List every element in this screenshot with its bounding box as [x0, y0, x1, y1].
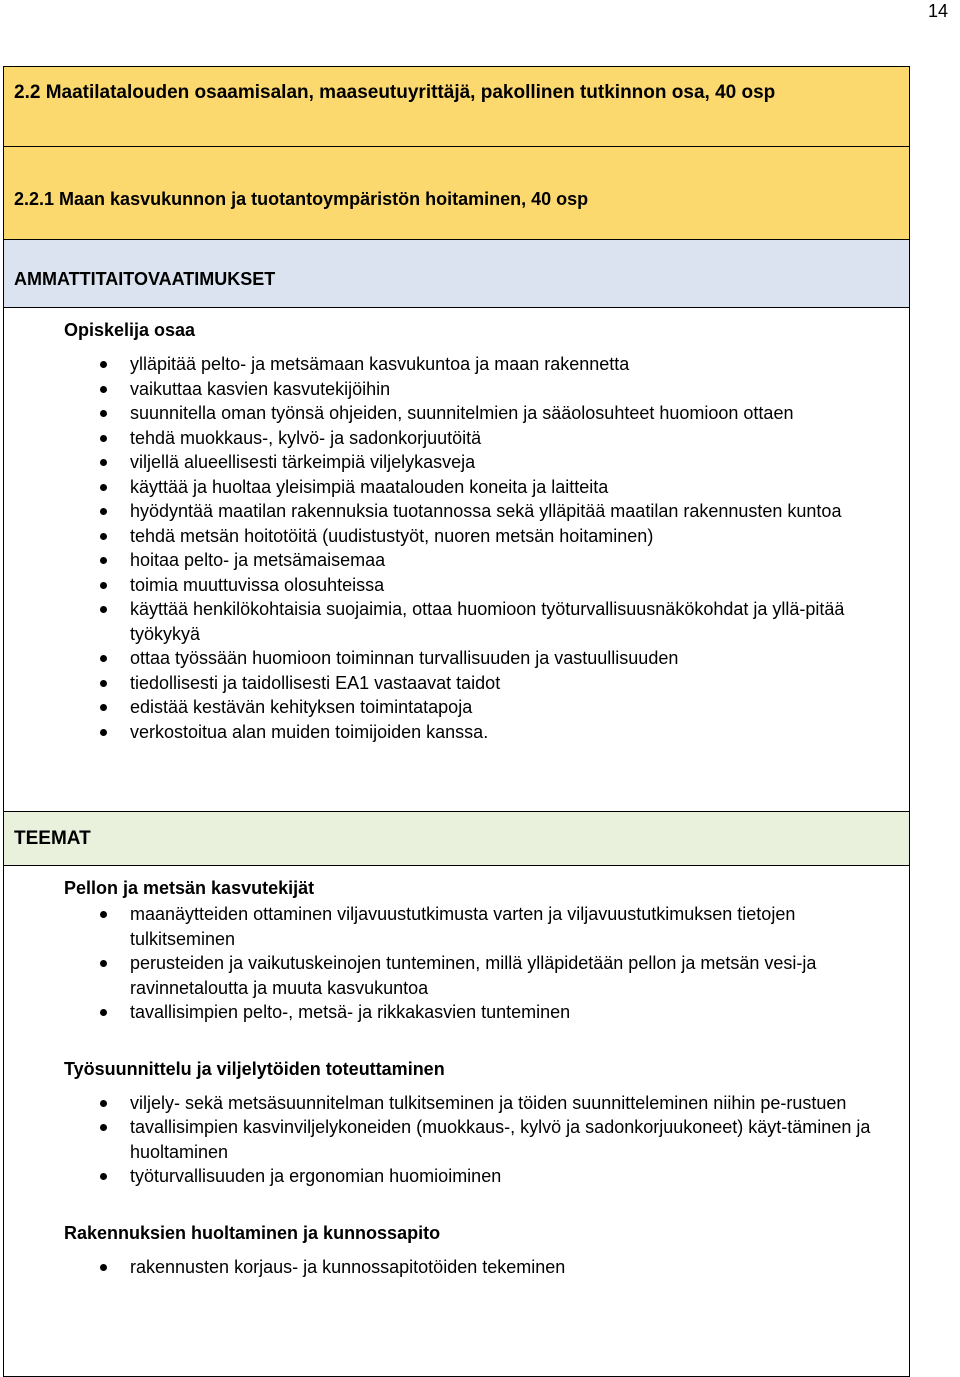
bullet-icon — [100, 484, 107, 491]
bullet-icon — [100, 911, 107, 918]
list-item: ottaa työssään huomioon toiminnan turvallisuuden ja vastuullisuuden — [4, 646, 909, 671]
bullet-icon — [100, 361, 107, 368]
bullet-icon — [100, 1124, 107, 1131]
list-item: työturvallisuuden ja ergonomian huomioiminen — [4, 1164, 909, 1189]
list-item: toimia muuttuvissa olosuhteissa — [4, 573, 909, 598]
bullet-icon — [100, 582, 107, 589]
list-item: edistää kestävän kehityksen toimintatapoja — [4, 695, 909, 720]
theme-list — [4, 1091, 909, 1189]
bullet-icon — [100, 729, 107, 736]
bullet-icon — [100, 1009, 107, 1016]
list-item: suunnitella oman työnsä ohjeiden, suunnitelmien ja sääolosuhteet huomioon ottaen — [4, 401, 909, 426]
bullet-icon — [100, 606, 107, 613]
curriculum-table — [3, 66, 910, 1377]
bullet-icon — [100, 655, 107, 662]
requirements-header: AMMATTITAITOVAATIMUKSET — [14, 269, 276, 289]
list-item: ylläpitää pelto- ja metsämaan kasvukuntoa ja maan rakennetta — [4, 352, 909, 377]
bullet-icon — [100, 533, 107, 540]
bullet-icon — [100, 557, 107, 564]
list-item: rakennusten korjaus- ja kunnossapitotöiden tekeminen — [4, 1255, 909, 1280]
list-item: hoitaa pelto- ja metsämaisemaa — [4, 548, 909, 573]
bullet-icon — [100, 1264, 107, 1271]
list-item: tiedollisesti ja taidollisesti EA1 vastaavat taidot — [4, 671, 909, 696]
themes-header: TEEMAT — [14, 828, 91, 849]
sub-title-row — [4, 147, 909, 240]
page-number: 14 — [927, 1, 948, 21]
themes-content-row — [4, 866, 909, 1376]
list-item: verkostoitua alan muiden toimijoiden kanssa. — [4, 720, 909, 745]
bullet-icon — [100, 435, 107, 442]
theme-list — [4, 902, 909, 1025]
sub-title: 2.2.1 Maan kasvukunnon ja tuotantoympäristön hoitaminen, 40 osp — [14, 189, 589, 209]
list-item: käyttää henkilökohtaisia suojaimia, ottaa huomioon työturvallisuusnäkökohdat ja yllä-pitää työkykyä — [4, 597, 909, 646]
list-item: viljellä alueellisesti tärkeimpiä viljelykasveja — [4, 450, 909, 475]
requirements-intro: Opiskelija osaa — [64, 320, 196, 340]
bullet-icon — [100, 410, 107, 417]
requirements-list — [4, 352, 909, 744]
theme-heading: Työsuunnittelu ja viljelytöiden toteuttaminen — [64, 1058, 445, 1079]
bullet-icon — [100, 1173, 107, 1180]
themes-header-row — [4, 812, 909, 866]
list-item: vaikuttaa kasvien kasvutekijöihin — [4, 377, 909, 402]
requirements-content-row — [4, 308, 909, 812]
list-item: tehdä metsän hoitotöitä (uudistustyöt, nuoren metsän hoitaminen) — [4, 524, 909, 549]
list-item: perusteiden ja vaikutuskeinojen tunteminen, millä ylläpidetään pellon ja metsän vesi-ja ravinnetaloutta ja muuta kasvukuntoa — [4, 951, 909, 1000]
bullet-icon — [100, 960, 107, 967]
bullet-icon — [100, 459, 107, 466]
theme-heading: Rakennuksien huoltaminen ja kunnossapito — [64, 1222, 441, 1243]
bullet-icon — [100, 508, 107, 515]
bullet-icon — [100, 680, 107, 687]
main-title-row — [4, 67, 909, 147]
list-item: tehdä muokkaus-, kylvö- ja sadonkorjuutöitä — [4, 426, 909, 451]
main-title: 2.2 Maatilatalouden osaamisalan, maaseutuyrittäjä, pakollinen tutkinnon osa, 40 osp — [14, 82, 776, 103]
list-item: käyttää ja huoltaa yleisimpiä maatalouden koneita ja laitteita — [4, 475, 909, 500]
list-item: tavallisimpien kasvinviljelykoneiden (muokkaus-, kylvö ja sadonkorjuukoneet) käyt-täminen ja huoltaminen — [4, 1115, 909, 1164]
requirements-header-row — [4, 240, 909, 308]
list-item: viljely- sekä metsäsuunnitelman tulkitseminen ja töiden suunnitteleminen niihin pe-rustuen — [4, 1091, 909, 1116]
list-item: maanäytteiden ottaminen viljavuustutkimusta varten ja viljavuustutkimuksen tietojen tulkitseminen — [4, 902, 909, 951]
theme-list — [4, 1255, 909, 1280]
bullet-icon — [100, 704, 107, 711]
list-item: hyödyntää maatilan rakennuksia tuotannossa sekä ylläpitää maatilan rakennusten kuntoa — [4, 499, 909, 524]
list-item: tavallisimpien pelto-, metsä- ja rikkakasvien tunteminen — [4, 1000, 909, 1025]
bullet-icon — [100, 386, 107, 393]
theme-heading: Pellon ja metsän kasvutekijät — [64, 878, 315, 898]
bullet-icon — [100, 1100, 107, 1107]
